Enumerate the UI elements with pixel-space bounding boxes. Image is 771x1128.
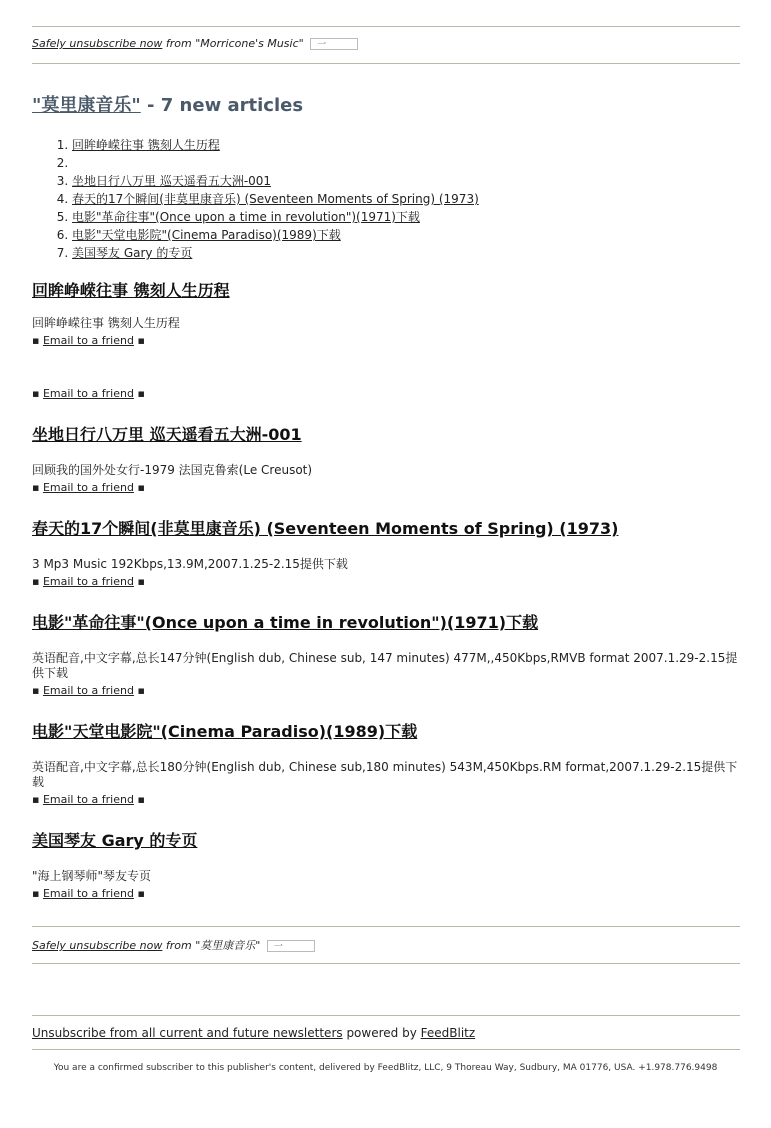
email-line <box>32 887 145 900</box>
powered-by-text: powered by <box>342 1026 421 1040</box>
article-title-link[interactable]: 电影"革命往事"(Once upon a time in revolution")(1971)下载 <box>32 613 539 632</box>
bottom-unsubscribe-link[interactable]: Safely unsubscribe now <box>32 939 163 952</box>
email-line <box>32 481 145 494</box>
article-title <box>32 278 230 301</box>
toc-item <box>72 226 479 244</box>
bullet-icon: ▪ <box>137 684 145 697</box>
email-to-friend-link[interactable]: Email to a friend <box>42 334 134 347</box>
email-to-friend-link[interactable]: Email to a friend <box>42 481 134 494</box>
top-unsubscribe-from: from "Morricone's Music" <box>162 37 304 50</box>
toc-item <box>72 172 479 190</box>
toc-item <box>72 190 479 208</box>
email-line <box>32 575 145 588</box>
email-line <box>32 387 145 400</box>
top-divider-2 <box>32 63 740 64</box>
article-title-link[interactable]: 春天的17个瞬间(非莫里康音乐) (Seventeen Moments of Spring) (1973) <box>32 519 619 538</box>
bullet-icon: ▪ <box>32 575 40 588</box>
bullet-icon: ▪ <box>137 575 145 588</box>
toc-link[interactable]: 电影"天堂电影院"(Cinema Paradiso)(1989)下载 <box>72 228 341 242</box>
top-unsubscribe-box[interactable]: 一 <box>310 38 358 50</box>
article-count: - 7 new articles <box>140 95 304 116</box>
bullet-icon: ▪ <box>32 481 40 494</box>
email-line <box>32 793 145 806</box>
email-to-friend-link[interactable]: Email to a friend <box>42 684 134 697</box>
article-description: "海上钢琴师"琴友专页 <box>32 869 152 883</box>
footer-divider-1 <box>32 1015 740 1016</box>
article-title-link[interactable]: 坐地日行八万里 巡天遥看五大洲-001 <box>32 425 302 444</box>
feedblitz-link[interactable]: FeedBlitz <box>420 1026 476 1040</box>
toc-item <box>72 244 479 262</box>
footer-divider-2 <box>32 1049 740 1050</box>
toc-item <box>72 136 479 154</box>
page-title <box>32 91 303 117</box>
email-line <box>32 334 145 347</box>
bullet-icon: ▪ <box>137 387 145 400</box>
article-title <box>32 719 417 742</box>
top-divider-1 <box>32 26 740 27</box>
article-title <box>32 610 538 633</box>
article-description: 英语配音,中文字幕,总长147分钟(English dub, Chinese sub, 147 minutes) 477M,,450Kbps,RMVB format 2007.1.29-2.15提供下载 <box>32 651 738 680</box>
article-description: 英语配音,中文字幕,总长180分钟(English dub, Chinese sub,180 minutes) 543M,450Kbps.RM format,2007.1.29-2.15提供下载 <box>32 760 738 789</box>
bullet-icon: ▪ <box>32 887 40 900</box>
toc-item <box>72 208 479 226</box>
top-unsubscribe-link[interactable]: Safely unsubscribe now <box>32 37 163 50</box>
bottom-unsubscribe-from: from "莫里康音乐" <box>162 939 261 952</box>
article-title <box>32 828 197 851</box>
article-title <box>32 422 302 445</box>
toc-link[interactable]: 电影"革命往事"(Once upon a time in revolution")(1971)下载 <box>72 210 420 224</box>
bullet-icon: ▪ <box>137 334 145 347</box>
email-to-friend-link[interactable]: Email to a friend <box>42 575 134 588</box>
email-to-friend-link[interactable]: Email to a friend <box>42 793 134 806</box>
top-unsubscribe-line <box>32 37 358 50</box>
bullet-icon: ▪ <box>32 684 40 697</box>
email-line <box>32 684 145 697</box>
publisher-link[interactable]: "莫里康音乐" <box>32 95 141 116</box>
toc-link[interactable]: 坐地日行八万里 巡天遥看五大洲-001 <box>72 174 272 188</box>
article-description: 回眸峥嵘往事 镌刻人生历程 <box>32 316 180 330</box>
bullet-icon: ▪ <box>137 793 145 806</box>
bullet-icon: ▪ <box>32 334 40 347</box>
article-title-link[interactable]: 电影"天堂电影院"(Cinema Paradiso)(1989)下载 <box>32 722 418 741</box>
toc-link[interactable]: 美国琴友 Gary 的专页 <box>72 246 193 260</box>
bullet-icon: ▪ <box>32 387 40 400</box>
unsubscribe-all-link[interactable]: Unsubscribe from all current and future newsletters <box>32 1026 343 1040</box>
bullet-icon: ▪ <box>137 887 145 900</box>
article-title <box>32 516 618 539</box>
article-title-link[interactable]: 美国琴友 Gary 的专页 <box>32 831 198 850</box>
email-to-friend-link[interactable]: Email to a friend <box>42 887 134 900</box>
article-title-link[interactable]: 回眸峥嵘往事 镌刻人生历程 <box>32 281 230 300</box>
article-toc <box>32 136 479 262</box>
footer-line <box>32 1026 475 1040</box>
toc-link[interactable]: 回眸峥嵘往事 镌刻人生历程 <box>72 138 220 152</box>
subscriber-footnote: You are a confirmed subscriber to this publisher's content, delivered by FeedBlitz, LLC, 9 Thoreau Way, Sudbury, MA 01776, USA. +1.978.776.9498 <box>53 1063 718 1073</box>
bullet-icon: ▪ <box>137 481 145 494</box>
bottom-unsubscribe-box[interactable]: 一 <box>267 940 315 952</box>
article-description: 回顾我的国外处女行-1979 法国克鲁索(Le Creusot) <box>32 463 313 477</box>
bottom-unsubscribe-line <box>32 937 315 953</box>
bullet-icon: ▪ <box>32 793 40 806</box>
bottom-divider-1 <box>32 926 740 927</box>
bottom-divider-2 <box>32 963 740 964</box>
toc-item <box>72 154 479 172</box>
toc-link[interactable]: 春天的17个瞬间(非莫里康音乐) (Seventeen Moments of Spring) (1973) <box>72 192 479 206</box>
email-to-friend-link[interactable]: Email to a friend <box>42 387 134 400</box>
article-description: 3 Mp3 Music 192Kbps,13.9M,2007.1.25-2.15提供下载 <box>32 557 348 571</box>
